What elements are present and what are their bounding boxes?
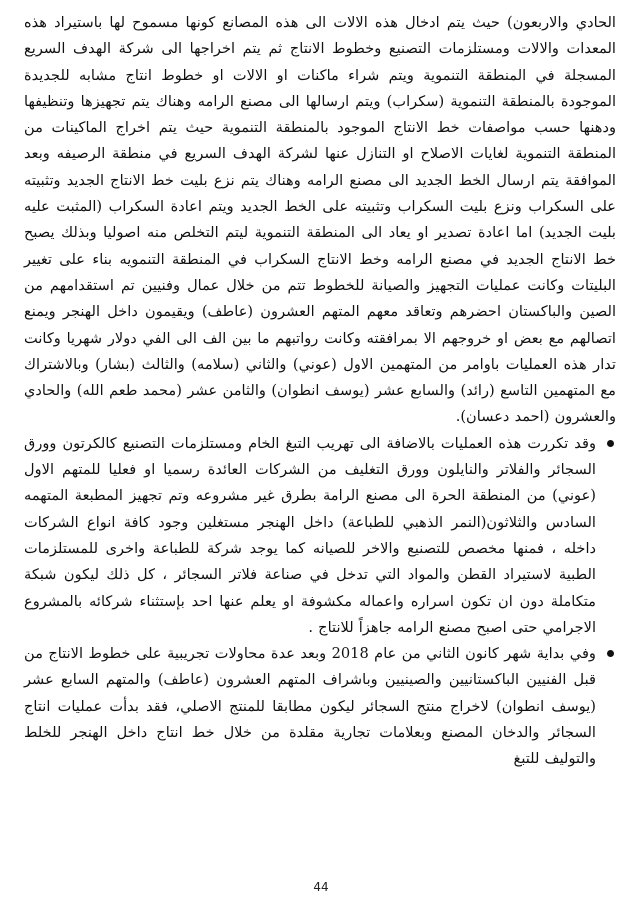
- document-page: [24, 10, 616, 773]
- bullet-dot-icon: [607, 650, 614, 657]
- bullet-dot-icon: [607, 440, 614, 447]
- bullet-paragraph-1: وقد تكررت هذه العمليات بالاضافة الى تهريب التبغ الخام ومستلزمات التصنيع كالكرتون وورق السجائر والفلاتر والنايلون وورق التغليف من الشركات العائدة رسميا او فعليا للمتهم الاول (عوني) من المنطقة الحرة الى مصنع الرامة بطرق غير مشروعه وتم تجهيز المطبعة المتهمه السادس والثلاثون(النمر الذهبي للطباعة) داخل الهنجر مستغلين وجود كافة انواع الشركات داخله ، فمنها مخصص للتصنيع والاخر للصيانه كما يوجد شركة للطباعة واخرى للمستلزمات الطبية لاستيراد القطن والمواد التي تدخل في صناعة فلاتر السجائر ، كل ذلك ليكون شبكة متكاملة دون ان تكون اسراره واعماله مكشوفة او يعلم عنها احد بإستثناء شركائه بالمشروع الاجرامي حتى اصبح مصنع الرامه جاهزاً للانتاج .: [24, 434, 596, 636]
- bullet-list: [24, 431, 616, 773]
- page-number: 44: [313, 880, 329, 894]
- bullet-item-1: [24, 431, 616, 641]
- bullet-item-2: [24, 641, 616, 772]
- intro-paragraph: الحادي والاربعون) حيث يتم ادخال هذه الالات الى هذه المصانع كونها مسموح لها باستيراد هذه المعدات والالات ومستلزمات التصنيع وخطوط الانتاج ثم يتم اخراجها الى شركة الهدف السريع المسجلة في المنطقة التنموية ويتم شراء ماكنات او الالات او خطوط انتاج مشابه للجديدة الموجودة بالمنطقة التنموية (سكراب) ويتم ارسالها الى مصنع الرامه وهناك يتم تجهيزها وتنظيفها ودهنها حسب مواصفات خط الانتاج الموجود بالمنطقة التنموية حيث يتم اخراج الماكينات من المنطقة التنموية لغايات الاصلاح او التنازل عنها لشركة الهدف السريع في منطقة الرصيفه وبعد الموافقة يتم ارسال الخط الجديد الى مصنع الرامه وهناك يتم نزع بليت خط الانتاج الجديد وتثبيته على السكراب ونزع بليت السكراب وتثبيته على الخط الجديد ويتم اعادة السكراب (المثبت عليه بليت الجديد) اما اعادة تصدير او يعاد الى المنطقة التنموية ليتم التخلص منه اصوليا وبذلك يصبح خط الانتاج الجديد في مصنع الرامه وخط الانتاج السكراب في المنطقة التنمويه بناء على تغيير البليتات وكانت عمليات التجهيز والصيانة للخطوط تتم من خلال عمال وفنيين تم استقدامهم من الصين والباكستان احضرهم وتعاقد معهم المتهم العشرون (عاطف) ويقيمون داخل الهنجر ويمنع اتصالهم مع بعض او خروجهم الا بمرافقته وكانت رواتبهم ما بين الف الى الفي دولار شهريا وكانت تدار هذه العمليات باوامر من المتهمين الاول (عوني) والثاني (سلامه) والثالث (بشار) وبالاشتراك مع المتهمين التاسع (رائد) والسابع عشر (يوسف انطوان) والثامن عشر (محمد طعم الله) والحادي والعشرون (احمد دعسان).: [24, 14, 616, 426]
- bullet-paragraph-2: وفي بداية شهر كانون الثاني من عام 2018 وبعد عدة محاولات تجريبية على خطوط الانتاج من قبل الفنيين الباكستانيين والصينيين وباشراف المتهم العشرون (عاطف) والمتهم السابع عشر (يوسف انطوان) لاخراج منتج السجائر ليكون مطابقا للمنتج الاصلي، فقد بدأت عمليات انتاج السجائر والدخان المصنع وبعلامات تجارية مقلدة من خلال خط انتاج داخل الهنجر للخلط والتوليف للتبغ: [24, 645, 596, 768]
